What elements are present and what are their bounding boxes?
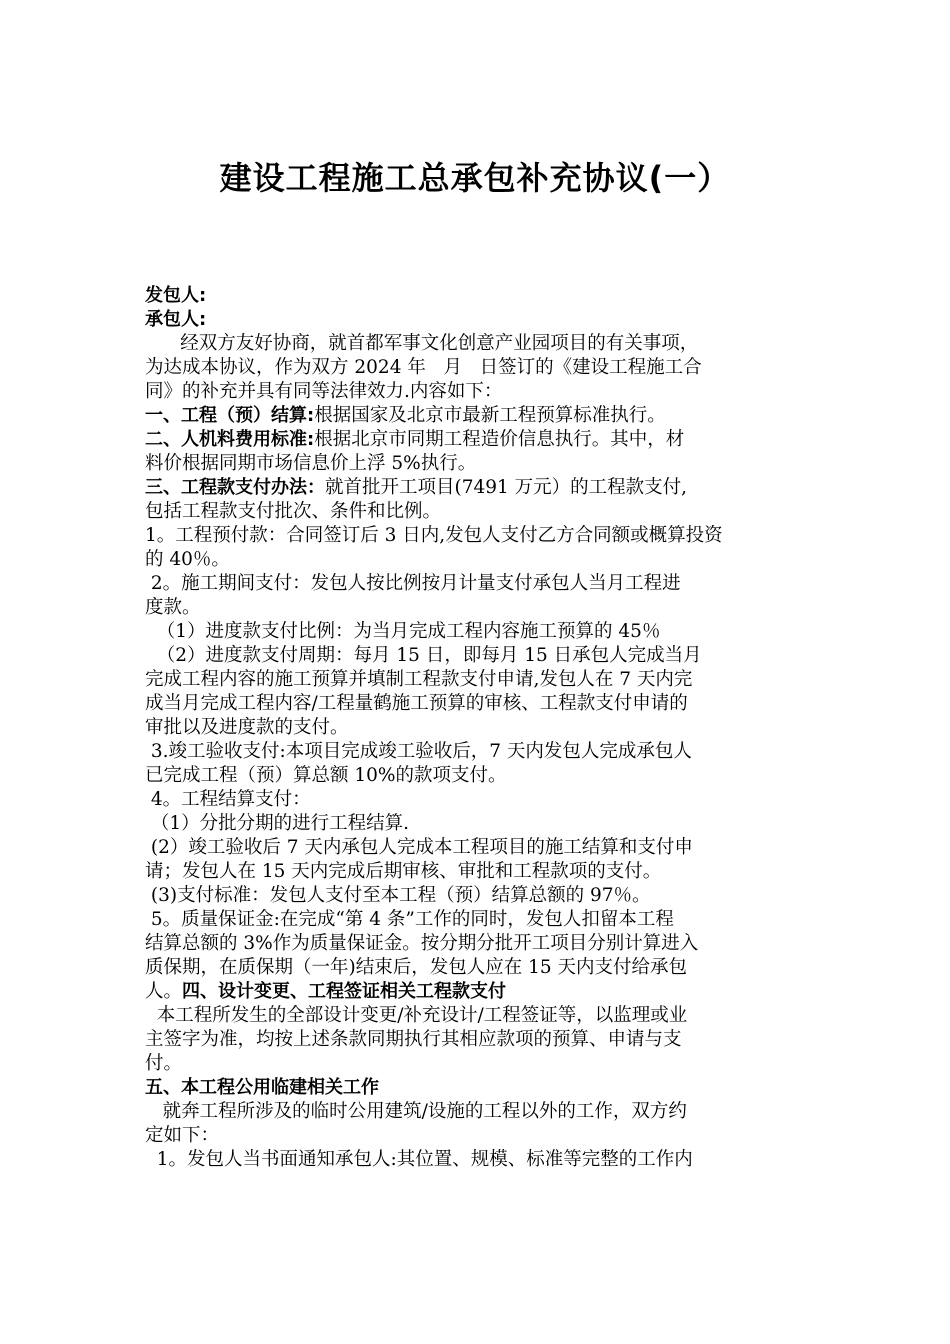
text-run: （1）进度款支付比例：为当月完成工程内容施工预算的 45％: [145, 621, 661, 642]
bold-text-run: 一、工程（预）结算:: [145, 405, 315, 426]
text-line: [145, 956, 850, 980]
text-run: 根据国家及北京市最新工程预算标准执行。: [314, 405, 666, 426]
text-run: 料价根据同期市场信息价上浮 5%执行。: [145, 453, 477, 474]
bold-text-run: 四、设计变更、工程签证相关工程款支付: [182, 981, 507, 1002]
text-line: [145, 1004, 850, 1028]
text-run: 质保期，在质保期（一年)结束后，发包人应在 15 天内支付给承包: [145, 957, 688, 978]
text-run: （1）分批分期的进行工程结算.: [145, 813, 410, 834]
text-run: 的 40％。: [145, 549, 230, 570]
text-run: 经双方友好协商，就首都军事文化创意产业园项目的有关事项，: [145, 333, 699, 354]
text-line: [145, 908, 850, 932]
text-line: [145, 404, 850, 428]
text-line: [145, 1148, 850, 1172]
text-run: 2。施工期间支付：发包人按比例按月计量支付承包人当月工程进: [145, 573, 681, 594]
text-line: [145, 812, 850, 836]
text-line: [145, 980, 850, 1004]
text-run: (3)支付标准：发包人支付至本工程（预）结算总额的 97％。: [145, 885, 651, 906]
text-run: 人。: [145, 981, 183, 1002]
text-line: [145, 884, 850, 908]
text-run: 就奔工程所涉及的临时公用建筑/设施的工程以外的工作，双方约: [145, 1101, 687, 1122]
text-run: 就首批开工项目(7491 万元）的工程款支付,: [325, 477, 688, 498]
text-line: [145, 524, 850, 548]
text-run: 1。发包人当书面通知承包人:其位置、规模、标准等完整的工作内: [145, 1149, 693, 1170]
text-line: [145, 740, 850, 764]
text-line: [145, 500, 850, 524]
text-line: [145, 932, 850, 956]
bold-text-run: 三、工程款支付办法：: [145, 477, 325, 498]
text-run: 已完成工程（预）算总额 10%的款项支付。: [145, 765, 507, 786]
text-run: 本工程所发生的全部设计变更/补充设计/工程签证等，以监理或业: [145, 1005, 688, 1026]
text-line: [145, 548, 850, 572]
text-line: [145, 596, 850, 620]
text-line: [145, 1028, 850, 1052]
text-line: [145, 620, 850, 644]
text-line: [145, 692, 850, 716]
text-run: 主签字为准，均按上述条款同期执行其相应款项的预算、申请与支: [145, 1029, 682, 1050]
text-run: 审批以及进度款的支付。: [145, 717, 349, 738]
bold-text-run: 二、人机料费用标准:: [145, 429, 315, 450]
text-line: [145, 356, 850, 380]
text-line: [145, 644, 850, 668]
text-line: [145, 1124, 850, 1148]
text-run: 同》的补充并具有同等法律效力.内容如下：: [145, 381, 503, 402]
text-line: [145, 836, 850, 860]
text-line: [145, 716, 850, 740]
text-run: 4。工程结算支付：: [145, 789, 311, 810]
text-line: [145, 452, 850, 476]
document-body: [145, 284, 850, 1172]
text-run: 完成工程内容的施工预算并填制工程款支付申请,发包人在 7 天内完: [145, 669, 693, 690]
text-line: [145, 572, 850, 596]
text-line: [145, 1100, 850, 1124]
text-line: [145, 788, 850, 812]
text-run: 3.竣工验收支付:本项目完成竣工验收后，7 天内发包人完成承包人: [145, 741, 692, 762]
text-run: 为达成本协议，作为双方 2024 年 月 日签订的《建设工程施工合: [145, 357, 702, 378]
text-run: 包括工程款支付批次、条件和比例。: [145, 501, 442, 522]
text-run: (2）竣工验收后 7 天内承包人完成本工程项目的施工结算和支付申: [145, 837, 693, 858]
text-line: [145, 1052, 850, 1076]
text-line: [145, 428, 850, 452]
text-line: [145, 860, 850, 884]
text-line: [145, 284, 850, 308]
text-line: [145, 380, 850, 404]
text-run: 付。: [145, 1053, 183, 1074]
text-run: 成当月完成工程内容/工程量鹤施工预算的审核、工程款支付申请的: [145, 693, 688, 714]
text-line: [145, 332, 850, 356]
text-line: [145, 1076, 850, 1100]
text-run: 结算总额的 3%作为质量保证金。按分期分批开工项目分别计算进入: [145, 933, 699, 954]
text-run: 根据北京市同期工程造价信息执行。其中，材: [314, 429, 685, 450]
text-line: [145, 308, 850, 332]
text-line: [145, 764, 850, 788]
text-run: 1。工程预付款：合同签订后 3 日内,发包人支付乙方合同额或概算投资: [145, 525, 723, 546]
bold-text-run: 承包人:: [145, 309, 207, 330]
document-title: 建设工程施工总承包补充协议(一）: [219, 159, 731, 197]
bold-text-run: 五、本工程公用临建相关工作: [145, 1077, 379, 1098]
bold-text-run: 发包人:: [145, 285, 207, 306]
text-run: 5。质量保证金:在完成“第 4 条”工作的同时，发包人扣留本工程: [145, 909, 674, 930]
text-run: 定如下：: [145, 1125, 220, 1146]
text-run: 度款。: [145, 597, 201, 618]
text-line: [145, 668, 850, 692]
text-run: 请；发包人在 15 天内完成后期审核、审批和工程款项的支付。: [145, 861, 662, 882]
text-line: [145, 476, 850, 500]
text-run: （2）进度款支付周期：每月 15 日，即每月 15 日承包人完成当月: [145, 645, 702, 666]
